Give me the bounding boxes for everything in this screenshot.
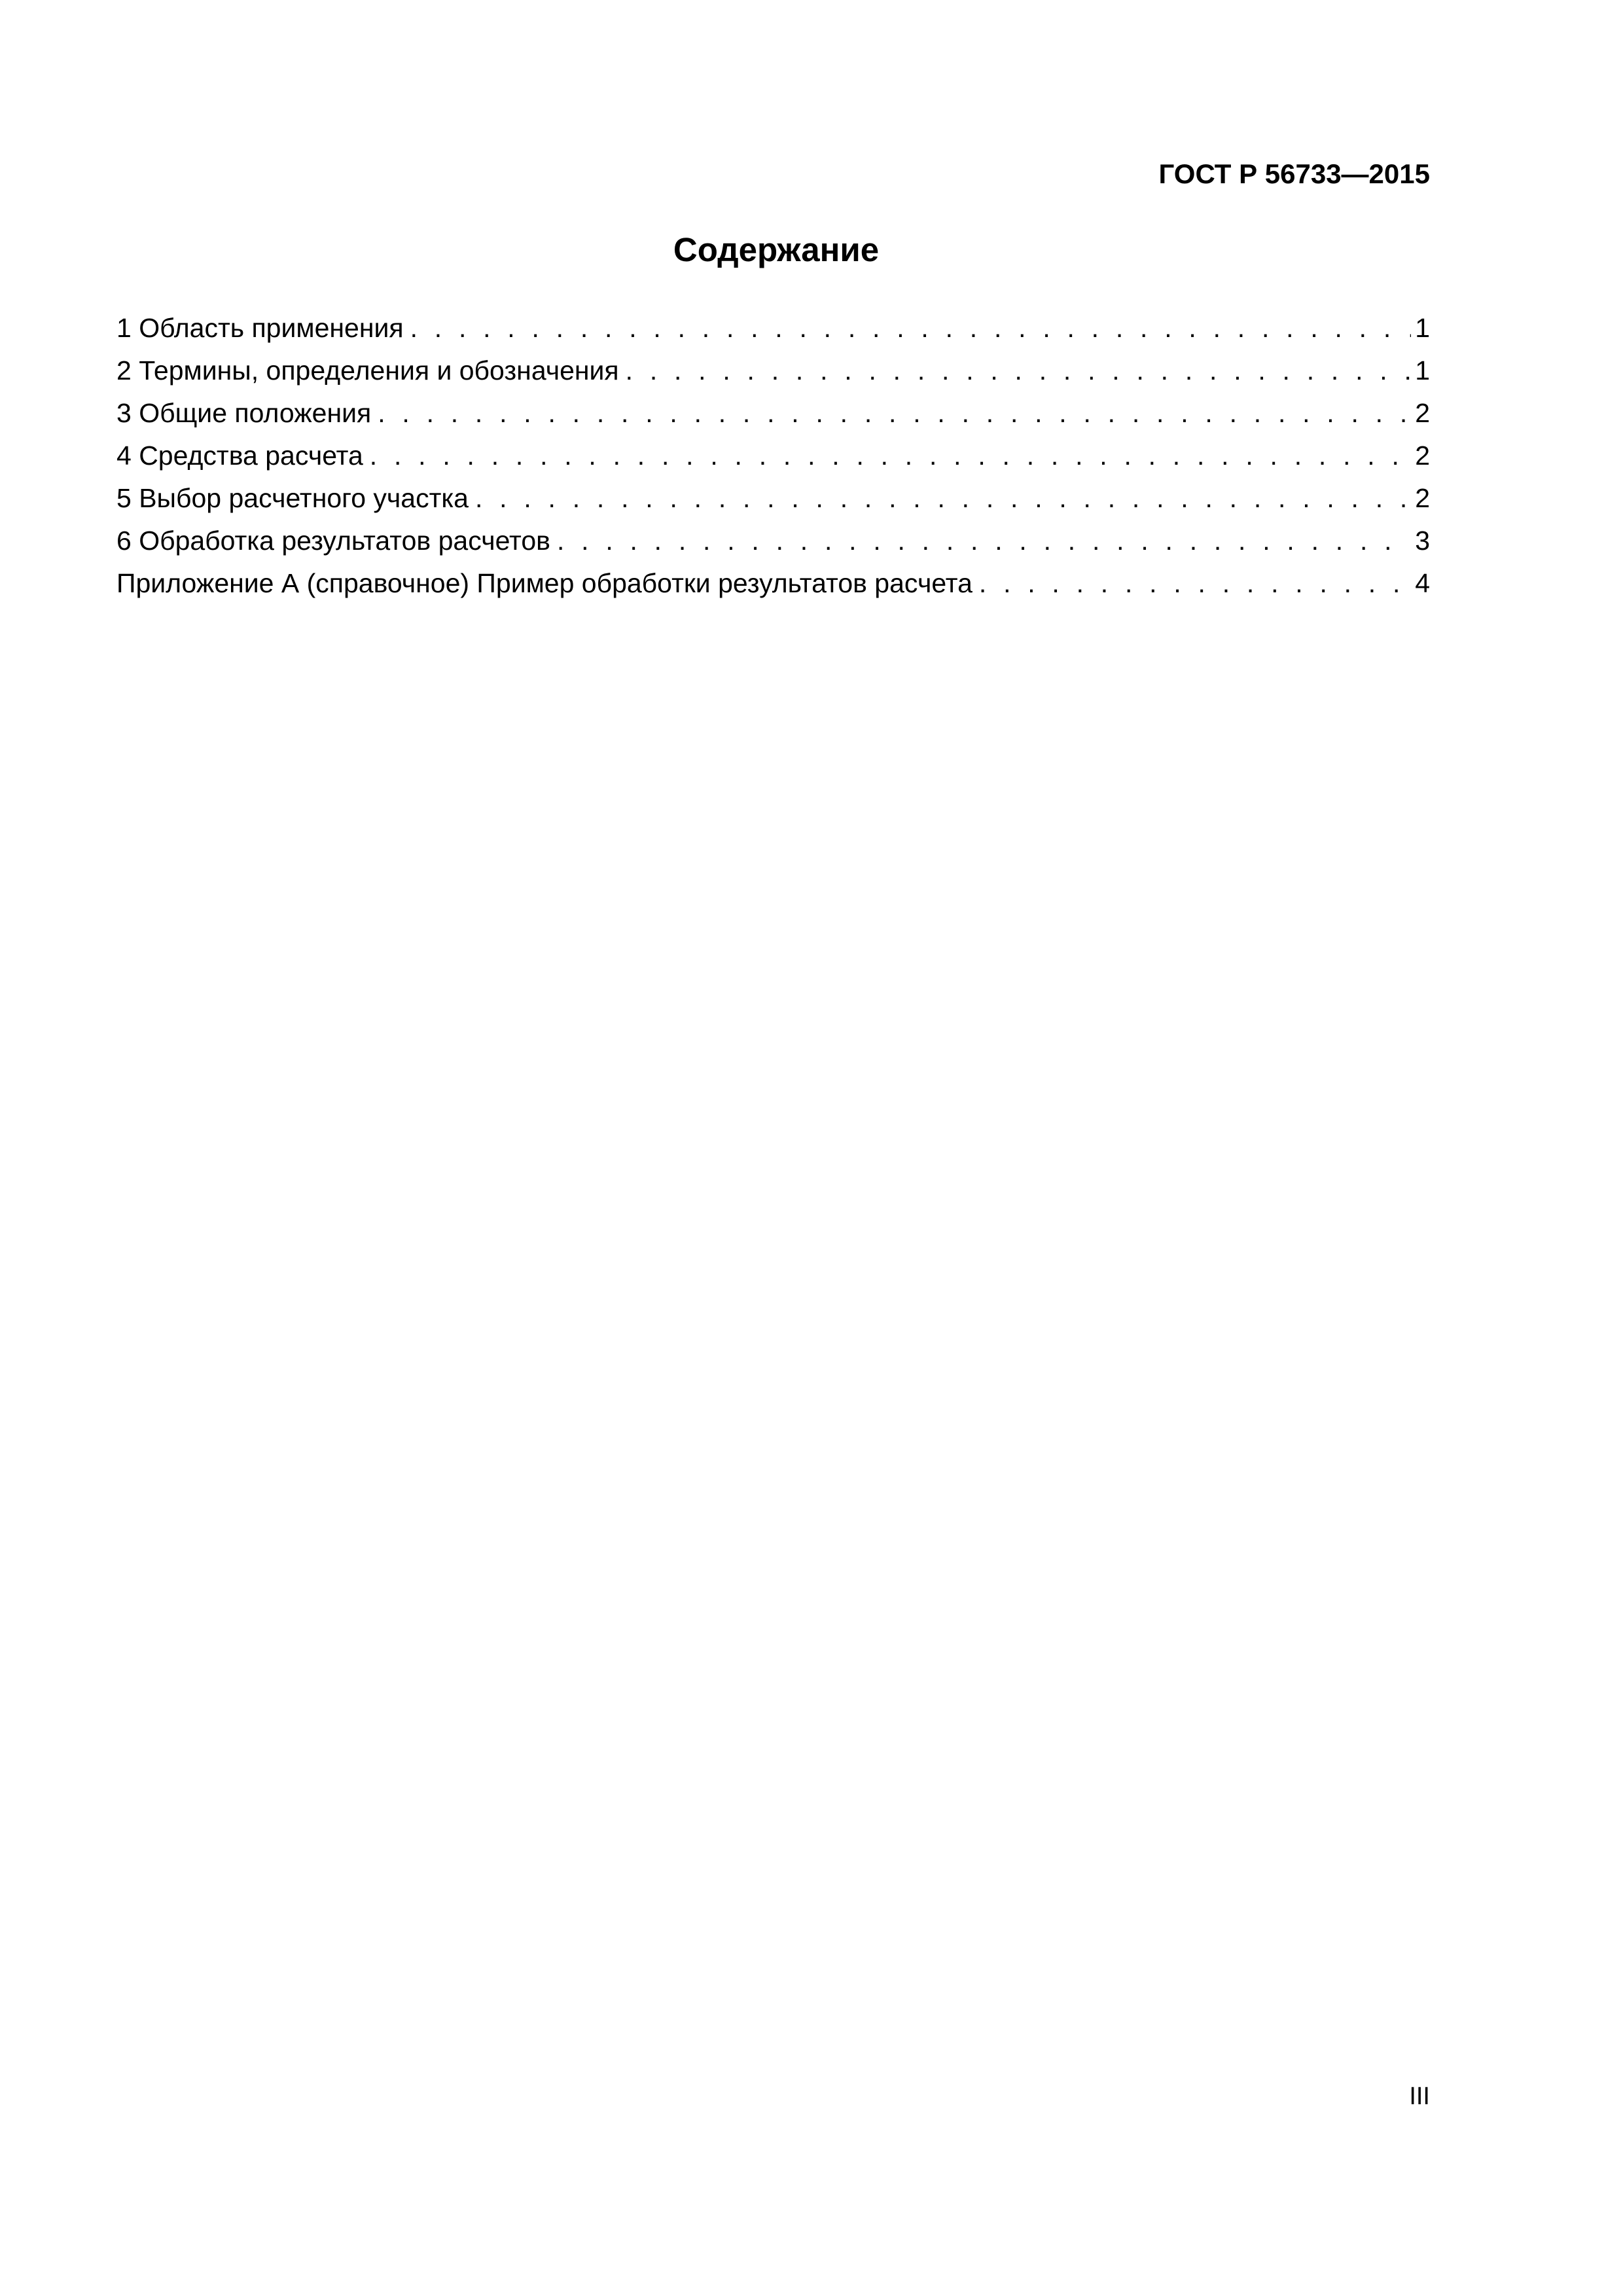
toc-leader-dots xyxy=(619,352,1412,389)
toc-leader-dots xyxy=(469,480,1411,516)
toc-entry-label: 6 Обработка результатов расчетов xyxy=(116,526,550,556)
contents-title: Содержание xyxy=(673,231,880,268)
toc-leader-dots xyxy=(550,522,1411,559)
toc-entry-page: 2 xyxy=(1415,398,1430,428)
toc-entry-label: Приложение А (справочное) Пример обработки результатов расчета xyxy=(116,568,972,598)
toc-leader-dots xyxy=(404,310,1412,346)
toc-entry[interactable] xyxy=(116,565,1430,607)
toc-entry[interactable] xyxy=(116,395,1430,437)
toc-entry[interactable] xyxy=(116,310,1430,352)
toc-entry-page: 4 xyxy=(1415,568,1430,598)
toc-leader-dots xyxy=(972,565,1411,601)
toc-entry-label: 3 Общие положения xyxy=(116,398,372,428)
toc-entry-label: 5 Выбор расчетного участка xyxy=(116,483,469,513)
document-code: ГОСТ Р 56733—2015 xyxy=(1158,158,1430,189)
toc-entry-label: 2 Термины, определения и обозначения xyxy=(116,355,619,386)
toc-entry-page: 1 xyxy=(1415,313,1430,343)
toc-entry[interactable] xyxy=(116,437,1430,480)
toc-entry-page: 2 xyxy=(1415,440,1430,471)
toc-entry-page: 2 xyxy=(1415,483,1430,513)
toc-entry-page: 1 xyxy=(1415,355,1430,386)
toc-entry[interactable] xyxy=(116,522,1430,565)
toc-entry-label: 1 Область применения xyxy=(116,313,404,343)
table-of-contents xyxy=(116,310,1430,607)
toc-leader-dots xyxy=(363,437,1411,474)
toc-entry-page: 3 xyxy=(1415,526,1430,556)
toc-leader-dots xyxy=(371,395,1411,431)
toc-entry[interactable] xyxy=(116,480,1430,522)
toc-entry[interactable] xyxy=(116,352,1430,395)
page-number: III xyxy=(1409,2083,1430,2110)
toc-entry-label: 4 Средства расчета xyxy=(116,440,363,471)
